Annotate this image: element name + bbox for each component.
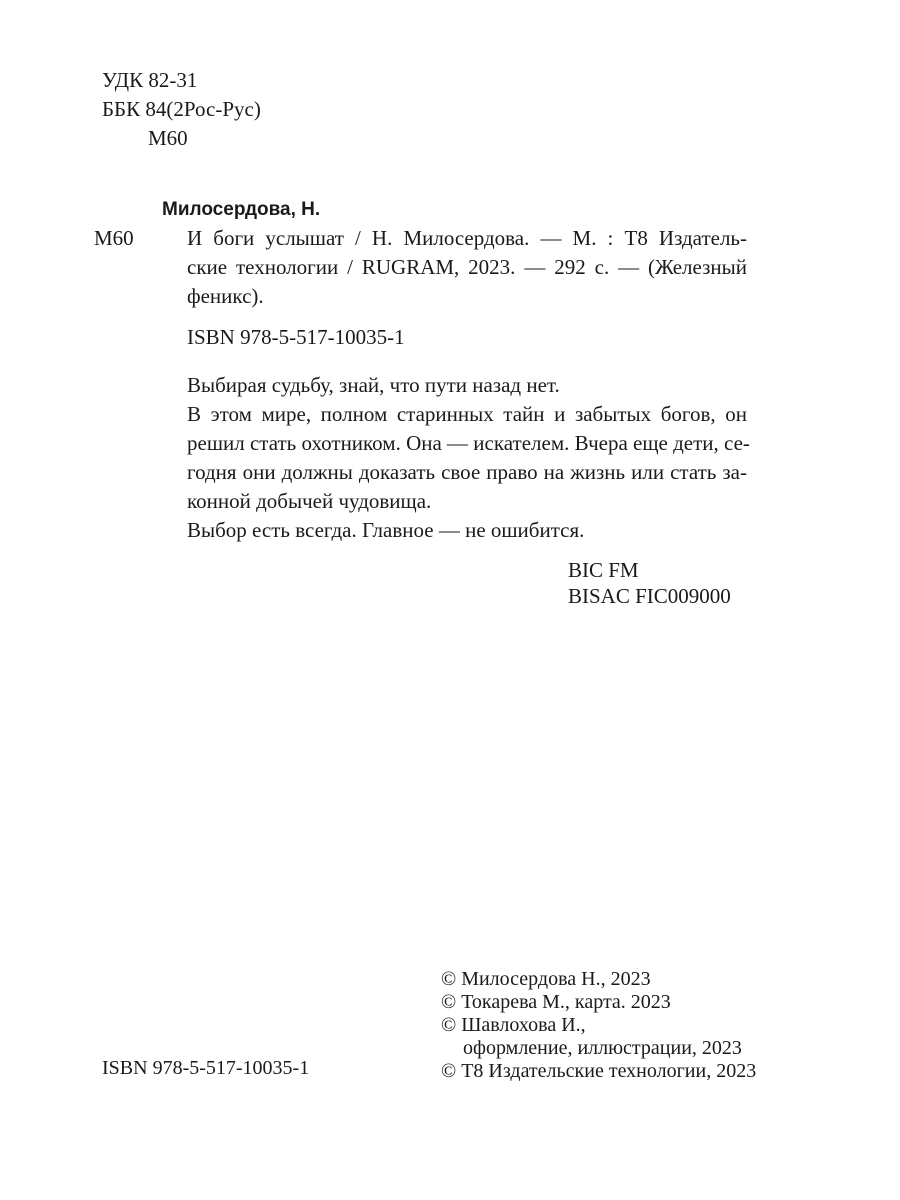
annotation-line: Выбор есть всегда. Главное — не ошибится. [187,518,585,542]
annotation-line: В этом мире, полном старинных тайн и забытых богов, он [187,402,747,426]
bisac-code: BISAC FIC009000 [568,584,731,608]
isbn-record: ISBN 978-5-517-10035-1 [187,325,405,349]
annotation-line: годня они должны доказать свое право на жизнь или стать за- [187,460,747,484]
copyright-block [441,968,756,1083]
udk-code: УДК 82-31 [102,68,198,92]
description-line: феникс). [187,284,264,308]
bic-code: BIC FM [568,558,639,582]
copyright-line: © Токарева М., карта. 2023 [441,991,671,1013]
annotation [187,371,750,545]
description-line: ские технологии / RUGRAM, 2023. — 292 с. — (Железный [187,255,747,279]
bbk-code: ББК 84(2Рос-Рус) [102,97,261,121]
copyright-line: © Милосердова Н., 2023 [441,968,651,990]
annotation-line: Выбирая судьбу, знай, что пути назад нет. [187,373,560,397]
isbn-bottom: ISBN 978-5-517-10035-1 [102,1057,310,1079]
copyright-line: оформление, иллюстрации, 2023 [463,1037,742,1059]
bibliographic-description [187,224,747,311]
copyright-line: © Шавлохова И., [441,1014,586,1036]
author-name: Милосердова, Н. [162,199,321,220]
annotation-line: конной добычей чудовища. [187,489,432,513]
annotation-line: решил стать охотником. Она — искателем. Вчера еще дети, се- [187,431,750,455]
author-sign-top: М60 [148,126,188,150]
author-sign-side: М60 [94,226,134,250]
copyright-line: © Т8 Издательские технологии, 2023 [441,1060,757,1082]
description-line: И боги услышат / Н. Милосердова. — М. : Т8 Издатель- [187,226,747,250]
